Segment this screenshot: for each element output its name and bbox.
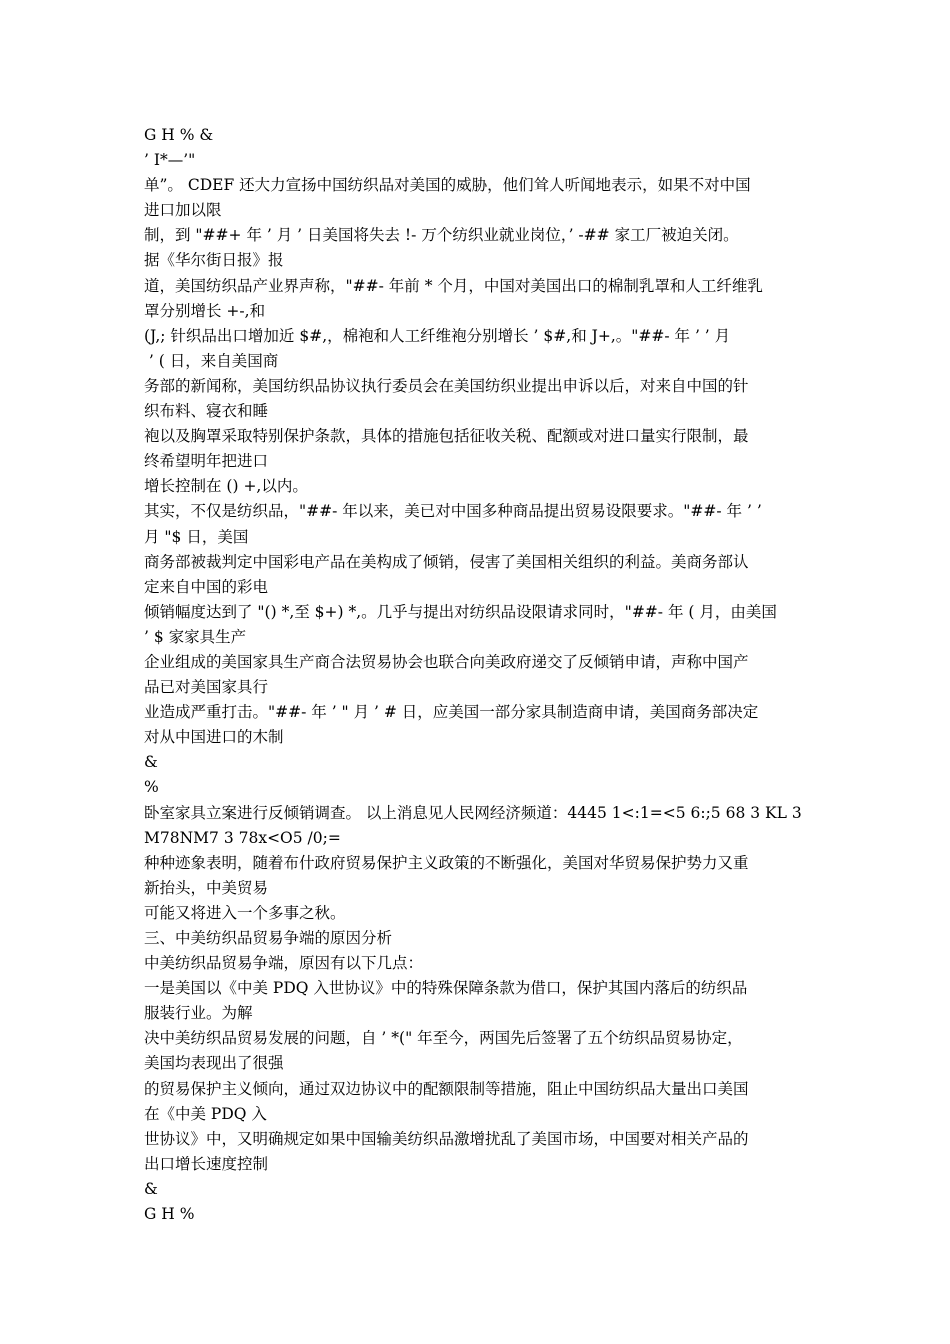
text-line: & <box>144 753 158 772</box>
text-line: (J,; 针织品出口增加近 $#,，棉袍和人工纤维袍分别增长 ’ $#,和 J+,。"##- 年 ’ ’ 月 <box>144 326 731 345</box>
text-line: 出口增长速度控制 <box>144 1154 269 1173</box>
text-line: 决中美纺织品贸易发展的问题，自 ’ *(" 年至今，两国先后签署了五个纺织品贸易协定， <box>144 1029 743 1048</box>
text-line: 一是美国以《中美 PDQ 入世协议》中的特殊保障条款为借口，保护其国内落后的纺织品 <box>144 979 748 998</box>
text-line: 企业组成的美国家具生产商合法贸易协会也联合向美政府递交了反倾销申请，声称中国产 <box>144 652 749 671</box>
text-line: 业造成严重打击。"##- 年 ’ " 月 ’ # 日，应美国一部分家具制造商申请，美国商务部决定 <box>144 703 759 722</box>
text-line: 进口加以限 <box>144 201 222 220</box>
text-line: 其实，不仅是纺织品，"##- 年以来，美已对中国多种商品提出贸易设限要求。"##- 年 ’ ’ <box>144 502 762 521</box>
text-line: 的贸易保护主义倾向，通过双边协议中的配额限制等措施，阻止中国纺织品大量出口美国 <box>144 1079 749 1098</box>
text-line: M78NM7 3 78x<O5 /0;= <box>144 828 341 847</box>
text-line: 倾销幅度达到了 "() *,至 $+) *,。几乎与提出对纺织品设限请求同时，"##- 年 ( 月，由美国 <box>144 602 777 621</box>
text-line: 卧室家具立案进行反倾销调查。 以上消息见人民网经济频道：4445 1<:1=<5 6:;5 68 3 KL 3 <box>144 803 802 822</box>
section-heading: 三、中美纺织品贸易争端的原因分析 <box>144 929 393 947</box>
text-line: 增长控制在 () +,以内。 <box>144 477 308 496</box>
text-line: 种种迹象表明，随着布什政府贸易保护主义政策的不断强化，美国对华贸易保护势力又重 <box>144 853 749 872</box>
text-line: 单”。 CDEF 还大力宣扬中国纺织品对美国的威胁，他们耸人听闻地表示，如果不对中国 <box>144 176 751 195</box>
text-line: 品已对美国家具行 <box>144 678 269 697</box>
text-line: 在《中美 PDQ 入 <box>144 1104 267 1123</box>
text-line: 道，美国纺织品产业界声称，"##- 年前 * 个月，中国对美国出口的棉制乳罩和人工纤维乳 <box>144 276 763 295</box>
text-line: % <box>144 778 159 797</box>
text-line: 可能又将进入一个多事之秋。 <box>144 903 346 922</box>
text-line: G H % <box>144 1205 195 1224</box>
text-line: 务部的新闻称，美国纺织品协议执行委员会在美国纺织业提出申诉以后，对来自中国的针 <box>144 376 749 395</box>
text-line: 据《华尔街日报》报 <box>144 251 284 270</box>
text-line: 制，到 "##+ 年 ’ 月 ’ 日美国将失去 !- 万个纺织业就业岗位，’ -## 家工厂被迫关闭。 <box>144 226 739 245</box>
text-line: 终希望明年把进口 <box>144 452 269 471</box>
text-line: 新抬头，中美贸易 <box>144 878 269 897</box>
text-line: 商务部被裁判定中国彩电产品在美构成了倾销，侵害了美国相关组织的利益。美商务部认 <box>144 552 749 571</box>
text-line: ’ I*—’" <box>144 151 196 170</box>
text-line: 世协议》中，又明确规定如果中国输美纺织品激增扰乱了美国市场，中国要对相关产品的 <box>144 1129 749 1148</box>
text-line: & <box>144 1179 158 1198</box>
text-line: 织布料、寝衣和睡 <box>144 402 269 421</box>
text-line: 中美纺织品贸易争端，原因有以下几点： <box>144 954 424 973</box>
text-line: 罩分别增长 +-,和 <box>144 301 266 320</box>
text-line: 月 "$ 日，美国 <box>144 527 249 546</box>
text-line: 袍以及胸罩采取特别保护条款，具体的措施包括征收关税、配额或对进口量实行限制，最 <box>144 427 749 446</box>
document-body <box>144 123 816 1227</box>
text-line: 定来自中国的彩电 <box>144 577 269 596</box>
text-line: 服装行业。为解 <box>144 1004 253 1023</box>
text-line: ’ ( 日，来自美国商 <box>144 351 279 370</box>
text-line: 对从中国进口的木制 <box>144 728 284 747</box>
text-line: G H % & <box>144 126 214 144</box>
text-line: 美国均表现出了很强 <box>144 1054 284 1073</box>
text-line: ’ $ 家家具生产 <box>144 627 247 646</box>
